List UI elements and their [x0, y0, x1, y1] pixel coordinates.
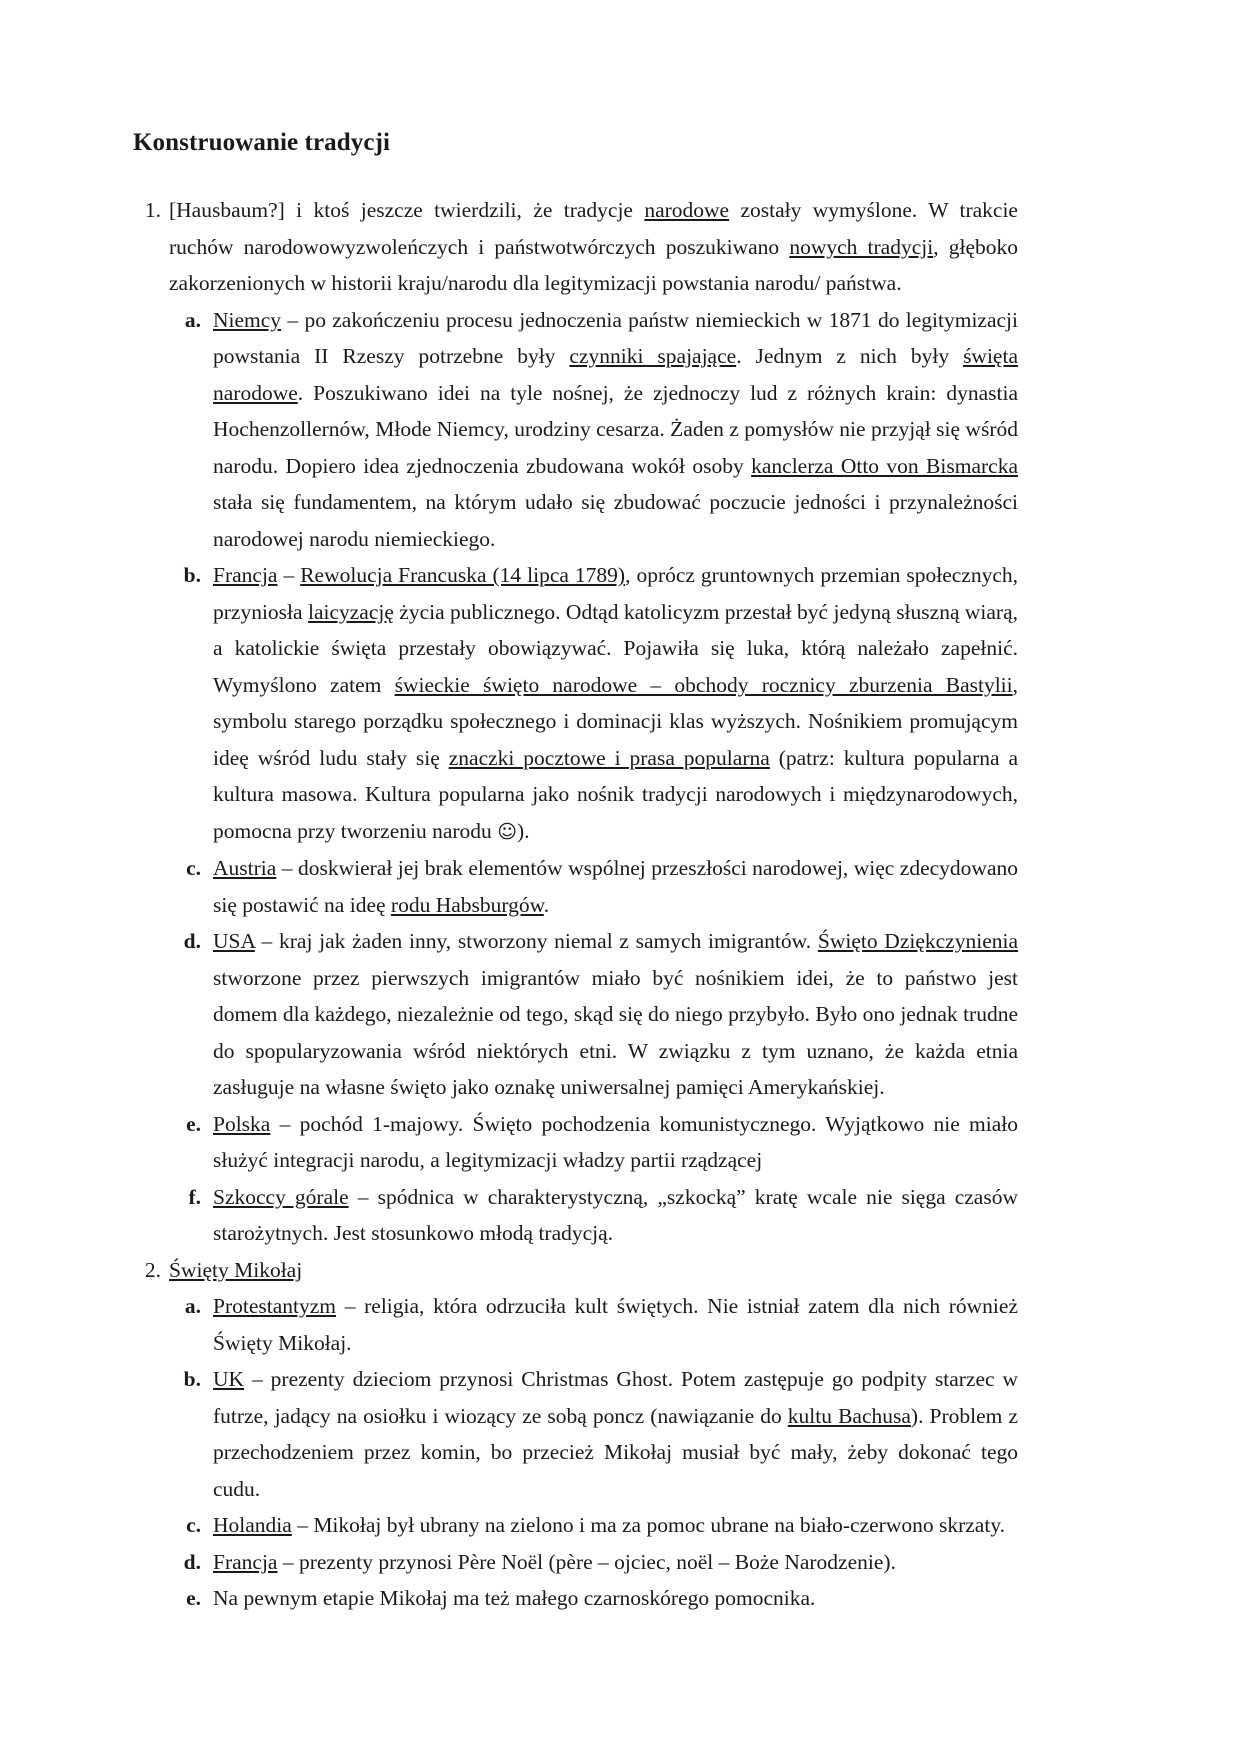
section-1-intro: [Hausbaum?] i ktoś jeszcze twierdzili, że tradycje narodowe zostały wymyślone. W trakcie ruchów narodowowyzwoleńczych i państwotwórczych poszukiwano nowych tradycji, głęboko zakorzenionych w historii kraju/narodu dla legitymizacji powstania narodu/ państwa. — [169, 198, 1018, 295]
subitem-holandia-text: Holandia – Mikołaj był ubrany na zielono i ma za pomoc ubrane na biało-czerwono skrzaty. — [213, 1513, 1006, 1537]
subitem-austria-text: Austria – doskwierał jej brak elementów wspólnej przeszłości narodowej, więc zdecydowano się postawić na ideę rodu Habsburgów. — [213, 856, 1018, 917]
subitem-francja — [169, 557, 1018, 850]
subitem-pomocnik-text: Na pewnym etapie Mikołaj ma też małego czarnoskórego pomocnika. — [213, 1586, 816, 1610]
subitem-niemcy — [169, 302, 1018, 558]
subitem-francja-2 — [169, 1544, 1018, 1581]
subitem-austria — [169, 850, 1018, 923]
subitem-polska-text: Polska – pochód 1-majowy. Święto pochodzenia komunistycznego. Wyjątkowo nie miało służyć integracji narodu, a legitymizacji władzy partii rządzącej — [213, 1111, 1018, 1172]
subitem-protestantyzm — [169, 1288, 1018, 1361]
smiley-icon: ☺ — [497, 820, 517, 843]
subitem-szkoccy-gorale-text: Szkoccy górale – spódnica w charakterystyczną, „szkocką” kratę wcale nie sięga czasów starożytnych. Jest stosunkowo młodą tradycją. — [213, 1184, 1018, 1245]
subitem-francja-text: Francja – Rewolucja Francuska (14 lipca 1789), oprócz gruntownych przemian społecznych, przyniosła laicyzację życia publicznego. Odtąd katolicyzm przestał być jedyną słuszną wiarą, a katolickie święta przestały obowiązywać. Pojawiła się luka, którą należało zapełnić. Wymyślono zatem świeckie święto narodowe – obchody rocznicy zburzenia Bastylii, symbolu starego porządku społecznego i dominacji klas wyższych. Nośnikiem promującym ideę wśród ludu stały się znaczki pocztowe i prasa popularna (patrz: kultura popularna a kultura masowa. Kultura popularna jako nośnik tradycji narodowych i międzynarodowych, pomocna przy tworzeniu narodu ☺). — [213, 563, 1019, 843]
subitem-polska — [169, 1106, 1018, 1179]
outline-root — [133, 192, 1018, 1617]
section-1-subitems — [169, 302, 1018, 1252]
outline-item-2 — [133, 1252, 1018, 1617]
subitem-holandia — [169, 1507, 1018, 1544]
subitem-niemcy-text: Niemcy – po zakończeniu procesu jednoczenia państw niemieckich w 1871 do legitymizacji powstania II Rzeszy potrzebne były czynniki spajające. Jednym z nich były święta narodowe. Poszukiwano idei na tyle nośnej, że zjednoczy lud z różnych krain: dynastia Hochenzollernów, Młode Niemcy, urodziny cesarza. Żaden z pomysłów nie przyjął się wśród narodu. Dopiero idea zjednoczenia zbudowana wokół osoby kanclerza Otto von Bismarcka stała się fundamentem, na którym udało się zbudować poczucie jedności i przynależności narodowej narodu niemieckiego. — [213, 307, 1018, 551]
section-2-intro: Święty Mikołaj — [169, 1257, 303, 1282]
subitem-uk-text: UK – prezenty dzieciom przynosi Christmas Ghost. Potem zastępuje go podpity starzec w futrze, jadący na osiołku i wiozący ze sobą poncz (nawiązanie do kultu Bachusa). Problem z przechodzeniem przez komin, bo przecież Mikołaj musiał być mały, żeby dokonać tego cudu. — [213, 1367, 1018, 1501]
subitem-francja-2-text: Francja – prezenty przynosi Père Noël (père – ojciec, noël – Boże Narodzenie). — [213, 1549, 896, 1574]
subitem-pomocnik — [169, 1580, 1018, 1617]
subitem-protestantyzm-text: Protestantyzm – religia, która odrzuciła kult świętych. Nie istniał zatem dla nich również Święty Mikołaj. — [213, 1294, 1018, 1355]
page-title: Konstruowanie tradycji — [133, 129, 391, 156]
subitem-szkoccy-gorale — [169, 1179, 1018, 1252]
outline-item-1 — [133, 192, 1018, 1252]
subitem-uk — [169, 1361, 1018, 1507]
subitem-usa-text: USA – kraj jak żaden inny, stworzony niemal z samych imigrantów. Święto Dziękczynienia stworzone przez pierwszych imigrantów miało być nośnikiem idei, że to państwo jest domem dla każdego, niezależnie od tego, skąd się do niego przybyło. Było ono jednak trudne do spopularyzowania wśród niektórych etni. W związku z tym uznano, że każda etnia zasługuje na własne święto jako oznakę uniwersalnej pamięci Amerykańskiej. — [213, 929, 1018, 1099]
section-2-subitems — [169, 1288, 1018, 1617]
subitem-usa — [169, 923, 1018, 1106]
